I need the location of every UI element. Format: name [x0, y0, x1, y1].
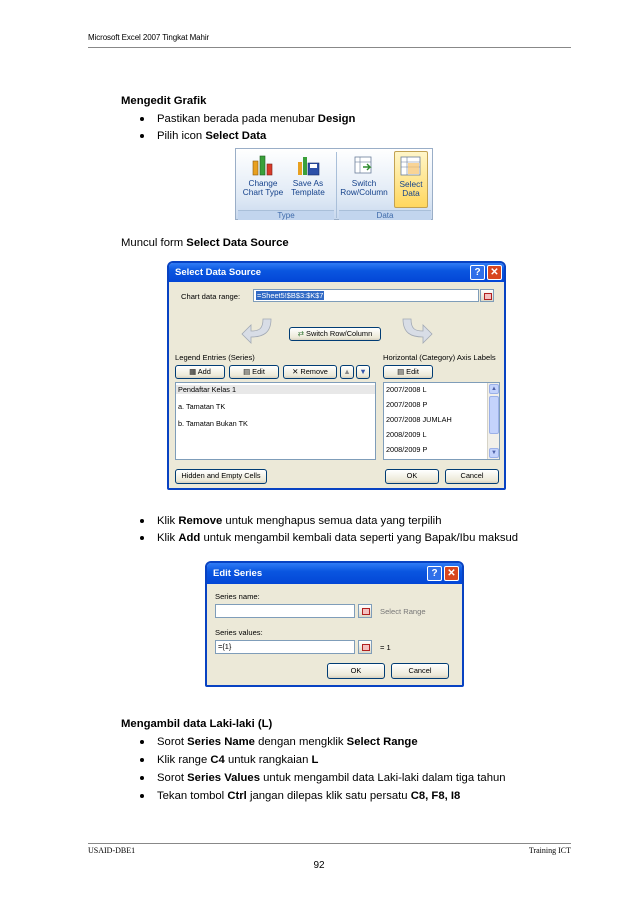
remove-series-button[interactable]: ✕ Remove — [283, 365, 337, 379]
page-number: 92 — [313, 860, 325, 871]
chart-range-input[interactable]: =Sheet5!$B$3:$K$7 — [253, 289, 479, 302]
bullet-klik-range: Klik range C4 untuk rangkaian L — [157, 753, 318, 767]
cancel-button[interactable]: Cancel — [391, 663, 449, 679]
bullet-dot — [140, 536, 144, 540]
move-down-icon[interactable]: ▼ — [356, 365, 370, 379]
switch-row-column-icon — [351, 153, 377, 177]
edit-axis-labels-button[interactable]: ▤ Edit — [383, 365, 433, 379]
bullet-series-name: Sorot Series Name dengan mengklik Select Range — [157, 735, 418, 749]
category-list[interactable] — [383, 382, 500, 460]
edit-icon: ▤ — [243, 367, 253, 376]
scroll-up-icon[interactable]: ▲ — [489, 384, 499, 394]
ribbon-screenshot — [235, 148, 433, 220]
bullet-dot — [140, 794, 144, 798]
switch-icon: ⇄ — [297, 329, 307, 338]
dialog-title: Edit Series — [207, 563, 462, 584]
ok-button[interactable]: OK — [385, 469, 439, 484]
dialog-title: Select Data Source — [169, 263, 504, 282]
close-icon[interactable]: ✕ — [487, 265, 502, 280]
edit-series-button[interactable]: ▤ Edit — [229, 365, 279, 379]
bullet-dot — [140, 740, 144, 744]
running-header: Microsoft Excel 2007 Tingkat Mahir — [88, 33, 210, 42]
arrow-right-icon — [401, 317, 433, 345]
category-item[interactable]: 2008/2009 L — [386, 430, 427, 439]
legend-entries-label: Legend Entries (Series) — [175, 353, 255, 362]
bullet-design: Pastikan berada pada menubar Design — [157, 112, 355, 126]
series-name-input[interactable] — [215, 604, 355, 618]
move-up-icon[interactable]: ▲ — [340, 365, 354, 379]
vertical-scrollbar[interactable] — [487, 383, 499, 459]
series-item[interactable]: a. Tamatan TK — [178, 402, 226, 411]
add-icon: ▦ — [189, 367, 198, 376]
bullet-add: Klik Add untuk mengambil kembali data seperti yang Bapak/Ibu maksud — [157, 531, 518, 545]
select-data-source-dialog — [167, 261, 506, 490]
add-series-button[interactable]: ▦ Add — [175, 365, 225, 379]
edit-series-dialog — [205, 561, 464, 687]
group-label-type: Type — [238, 210, 334, 220]
save-as-template-button[interactable]: Save As Template — [286, 151, 330, 208]
bullet-dot — [140, 519, 144, 523]
select-data-icon — [398, 154, 424, 178]
bullet-series-values: Sorot Series Values untuk mengambil data Laki-laki dalam tiga tahun — [157, 771, 506, 785]
select-data-button[interactable]: Select Data — [394, 151, 428, 208]
heading-mengedit-grafik: Mengedit Grafik — [121, 95, 207, 107]
header-rule — [88, 47, 571, 48]
footer-right: Training ICT — [528, 846, 571, 855]
scroll-thumb[interactable] — [489, 396, 499, 434]
chart-range-label: Chart data range: — [181, 292, 241, 301]
series-values-result: = 1 — [380, 643, 391, 652]
heading-mengambil-data: Mengambil data Laki-laki (L) — [121, 718, 273, 730]
bullet-ctrl: Tekan tombol Ctrl jangan dilepas klik satu persatu C8, F8, I8 — [157, 789, 460, 803]
switch-row-column-button[interactable]: Switch Row/Column — [339, 151, 389, 208]
edit-icon: ▤ — [397, 367, 407, 376]
hidden-empty-cells-button[interactable]: Hidden and Empty Cells — [175, 469, 267, 484]
collapse-dialog-icon[interactable] — [480, 289, 494, 302]
chart-type-icon — [250, 153, 276, 177]
ribbon-group-data — [339, 149, 431, 210]
footer-left: USAID-DBE1 — [88, 846, 136, 855]
cancel-button[interactable]: Cancel — [445, 469, 499, 484]
help-icon[interactable]: ? — [427, 566, 442, 581]
series-values-input[interactable]: ={1} — [215, 640, 355, 654]
change-chart-type-button[interactable]: Change Chart Type — [241, 151, 285, 208]
axis-labels-label: Horizontal (Category) Axis Labels — [383, 353, 496, 362]
category-item[interactable]: 2007/2008 L — [386, 385, 427, 394]
group-label-data: Data — [339, 210, 431, 220]
scroll-down-icon[interactable]: ▼ — [489, 448, 499, 458]
bullet-dot — [140, 134, 144, 138]
select-range-icon[interactable] — [358, 640, 372, 654]
remove-icon: ✕ — [292, 367, 301, 376]
bullet-select-data: Pilih icon Select Data — [157, 129, 266, 143]
category-item[interactable]: 2008/2009 P — [386, 445, 428, 454]
save-template-icon — [295, 153, 321, 177]
paragraph-muncul-form: Muncul form Select Data Source — [121, 237, 289, 249]
category-item[interactable]: 2007/2008 P — [386, 400, 428, 409]
series-name-label: Series name: — [215, 592, 260, 601]
arrow-left-icon — [241, 317, 273, 345]
help-icon[interactable]: ? — [470, 265, 485, 280]
footer-rule — [88, 843, 571, 844]
select-range-icon[interactable] — [358, 604, 372, 618]
close-icon[interactable]: ✕ — [444, 566, 459, 581]
bullet-dot — [140, 117, 144, 121]
bullet-dot — [140, 776, 144, 780]
switch-row-column-button[interactable]: ⇄ Switch Row/Column — [289, 327, 381, 341]
category-item[interactable]: 2007/2008 JUMLAH — [386, 415, 452, 424]
series-values-label: Series values: — [215, 628, 263, 637]
ribbon-group-type — [238, 149, 334, 210]
bullet-dot — [140, 758, 144, 762]
series-item[interactable]: Pendaftar Kelas 1 — [176, 385, 375, 394]
ribbon-separator — [336, 152, 337, 218]
series-list[interactable] — [175, 382, 376, 460]
bullet-remove: Klik Remove untuk menghapus semua data yang terpilih — [157, 514, 441, 528]
select-range-label: Select Range — [380, 607, 426, 616]
ok-button[interactable]: OK — [327, 663, 385, 679]
series-item[interactable]: b. Tamatan Bukan TK — [178, 419, 248, 428]
